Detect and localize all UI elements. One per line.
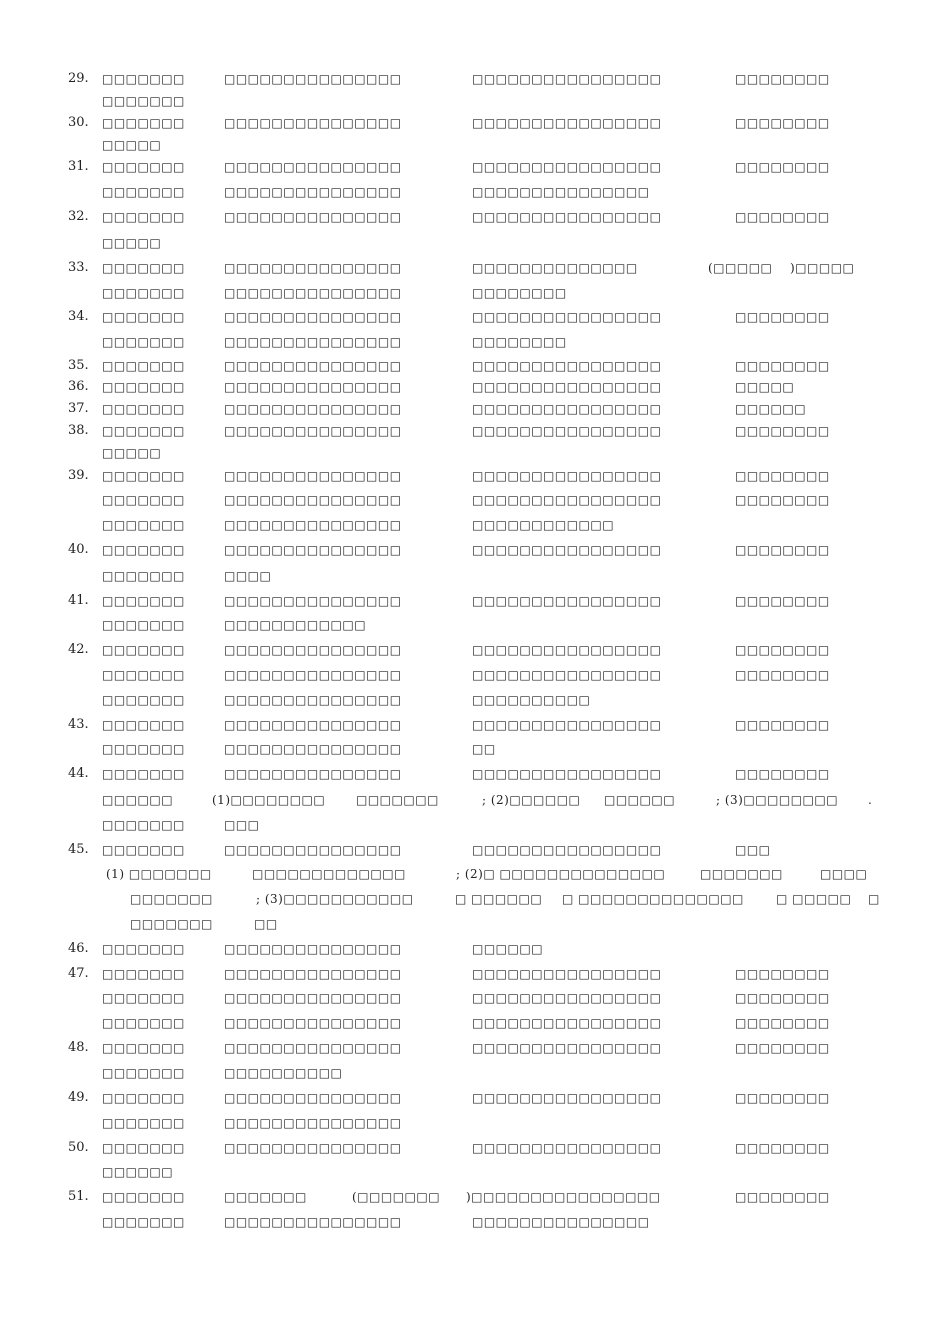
text-fragment: □□□□□□□: [102, 569, 185, 583]
item-number: 38.: [68, 423, 89, 438]
text-fragment: □□□□□□□□□□□□□□□: [224, 380, 402, 394]
item-number: 35.: [68, 358, 89, 373]
text-fragment: □□□□□□□□□□□□□□□□: [472, 643, 662, 657]
text-fragment: □□□□□□□□□□□□□□□: [224, 1091, 402, 1105]
text-fragment: □□□□□□□□□□□□□□□□: [472, 1141, 662, 1155]
text-fragment: □□□□□□□: [102, 991, 185, 1005]
text-fragment: □□□□□□□□□□□□□□: [472, 261, 638, 275]
text-fragment: □□□□□□: [102, 793, 174, 807]
text-fragment: ; (3)□□□□□□□□□□□: [256, 892, 414, 906]
item-number: 39.: [68, 468, 89, 483]
text-fragment: □□□□□□□□: [472, 286, 567, 300]
text-fragment: (□□□□□: [708, 261, 773, 275]
text-fragment: □□□□□□□□□□□□□□□: [224, 693, 402, 707]
item-number: 31.: [68, 159, 89, 174]
text-fragment: □□□□□□□: [102, 518, 185, 532]
text-fragment: □□□□□□□: [102, 335, 185, 349]
text-fragment: ; (2)□ □□□□□□□□□□□□□□: [456, 867, 666, 881]
text-fragment: □□□□□□: [472, 942, 544, 956]
text-fragment: □□□□□□□: [102, 402, 185, 416]
text-fragment: □□□□□□□□: [735, 1141, 830, 1155]
text-fragment: □□□□□□□□: [735, 594, 830, 608]
text-fragment: □□□□□□□: [224, 1190, 307, 1204]
text-fragment: □□□□□□: [102, 1165, 174, 1179]
text-fragment: □□□: [735, 843, 771, 857]
text-fragment: □□□□□□□: [102, 380, 185, 394]
text-fragment: □□□□□□□□□□□□□□□: [224, 402, 402, 416]
text-fragment: □□□□□□□□□□□□□□□: [224, 767, 402, 781]
text-fragment: □□□□□□□□□□□□□□□□: [472, 310, 662, 324]
text-fragment: □□: [472, 742, 496, 756]
text-fragment: □□□□□□□: [102, 618, 185, 632]
text-fragment: □□□□□□□□□□□□□□□: [224, 742, 402, 756]
text-fragment: □□□□□□□□□□□□□□□: [224, 1116, 402, 1130]
text-fragment: □□□□□□□□□□□□□□□□: [472, 843, 662, 857]
item-number: 37.: [68, 401, 89, 416]
text-fragment: □□□□□□□□□□□□□□□: [224, 310, 402, 324]
text-fragment: □□□□□□□: [102, 310, 185, 324]
text-fragment: □□□□□□□□□□□□: [472, 518, 615, 532]
text-fragment: □□□□: [224, 569, 272, 583]
item-number: 48.: [68, 1040, 89, 1055]
text-fragment: □□□□□: [102, 236, 162, 250]
text-fragment: □□□□□□□: [102, 668, 185, 682]
item-number: 47.: [68, 966, 89, 981]
text-fragment: □□□□□□□□□□□□□□□: [472, 1215, 650, 1229]
text-fragment: .: [868, 793, 873, 807]
item-number: 30.: [68, 115, 89, 130]
text-fragment: □□□□□□□: [102, 1141, 185, 1155]
text-fragment: □□□□□□□: [356, 793, 439, 807]
text-fragment: □□□□□□□□□□□□□□□: [224, 1041, 402, 1055]
text-fragment: □□□□□□□□□□□□□□□: [224, 1141, 402, 1155]
text-fragment: □□□□□□□: [102, 1091, 185, 1105]
text-fragment: ; (3)□□□□□□□□: [716, 793, 839, 807]
text-fragment: (□□□□□□□: [352, 1190, 441, 1204]
item-number: 36.: [68, 379, 89, 394]
text-fragment: □□□□□□□□□□□□□□□: [224, 967, 402, 981]
text-fragment: □□□□□□□: [102, 1215, 185, 1229]
text-fragment: □□□□□□□: [102, 543, 185, 557]
item-number: 33.: [68, 260, 89, 275]
text-fragment: □□□□□□□□: [735, 72, 830, 86]
text-fragment: □ □□□□□□: [455, 892, 543, 906]
text-fragment: □□□□□□□□: [735, 160, 830, 174]
text-fragment: □□□□□□□□: [735, 767, 830, 781]
text-fragment: □ □□□□□: [776, 892, 852, 906]
item-number: 41.: [68, 593, 89, 608]
text-fragment: □□□□□□□□: [735, 1190, 830, 1204]
text-fragment: □□□□□□□□□□□□□□□□: [472, 1041, 662, 1055]
text-fragment: □□□□□□□: [102, 843, 185, 857]
text-fragment: □□□□□□□: [102, 942, 185, 956]
text-fragment: □□□□□□□□□□□□□□□□: [472, 718, 662, 732]
text-fragment: □□□□□□□□□□□□□□□□: [472, 160, 662, 174]
text-fragment: □□□□□□□□□□□□□□□: [224, 493, 402, 507]
text-fragment: □□□□□□□□□□□□□□□□: [472, 668, 662, 682]
text-fragment: □□□□□□□□□□□□□□□□: [472, 493, 662, 507]
text-fragment: □□□□□□□□□□□□□□□: [224, 668, 402, 682]
text-fragment: )□□□□□□□□□□□□□□□□: [466, 1190, 661, 1204]
text-fragment: □□□□□□□: [102, 718, 185, 732]
text-fragment: (1)□□□□□□□□: [212, 793, 326, 807]
text-fragment: □□□□□□□□□□□□□□□□: [472, 72, 662, 86]
text-fragment: □□□□□□□□: [735, 643, 830, 657]
text-fragment: □□□□□□□: [102, 594, 185, 608]
text-fragment: □□□□□□□□□□□□□□□□: [472, 469, 662, 483]
text-fragment: □□□□□□□□□□□□□□□□: [472, 543, 662, 557]
text-fragment: □□□□□□□□□□□□□□□: [224, 160, 402, 174]
text-fragment: □□□□□□□□□□□□□□□: [224, 1215, 402, 1229]
text-fragment: □□□□□□□□□□□□□□□: [472, 185, 650, 199]
text-fragment: □□□□□□□: [102, 967, 185, 981]
text-fragment: □□□□□□□□□□□□□□□□: [472, 380, 662, 394]
text-fragment: □□□□□□□: [102, 116, 185, 130]
text-fragment: □□□□□□□: [102, 767, 185, 781]
text-fragment: □□□□□□□: [102, 261, 185, 275]
item-number: 43.: [68, 717, 89, 732]
text-fragment: □□□□□□□: [102, 160, 185, 174]
text-fragment: □□□□□□□: [102, 1066, 185, 1080]
text-fragment: □□: [254, 917, 278, 931]
text-fragment: □□□□□: [102, 446, 162, 460]
text-fragment: □□□□□□□□: [735, 1041, 830, 1055]
text-fragment: □□□□□□□□□□□□□□□: [224, 72, 402, 86]
text-fragment: □□□□□□□□□□□□□□□: [224, 116, 402, 130]
text-fragment: □□□□□□□□: [735, 116, 830, 130]
text-fragment: □□□□□□□□□□□□□□□: [224, 643, 402, 657]
item-number: 32.: [68, 209, 89, 224]
text-fragment: □□□□□: [102, 138, 162, 152]
text-fragment: □□□□□□□: [102, 424, 185, 438]
text-fragment: □□□□□□□: [130, 892, 213, 906]
text-fragment: □□□□□□□□□□□□□: [252, 867, 406, 881]
text-fragment: □□□□□□□□□□□□□□□: [224, 261, 402, 275]
text-fragment: □□□□□□□□□□□□□□□□: [472, 210, 662, 224]
text-fragment: □□□□□□: [735, 402, 807, 416]
text-fragment: □□□□□□□□□□□□□□□□: [472, 1091, 662, 1105]
text-fragment: □□□□□□□: [102, 1016, 185, 1030]
text-fragment: □□□□□□□□: [735, 718, 830, 732]
text-fragment: □□□□□□□□: [735, 469, 830, 483]
text-fragment: □□□□□□□□□□□□□□□□: [472, 991, 662, 1005]
text-fragment: □□□□□□□: [102, 1116, 185, 1130]
text-fragment: □□□□□□□□□□□□□□□: [224, 543, 402, 557]
item-number: 51.: [68, 1189, 89, 1204]
text-fragment: □□□□□□□: [102, 72, 185, 86]
text-fragment: □□□□□□□: [102, 359, 185, 373]
text-fragment: □□□□□□□□□□□□□□□: [224, 469, 402, 483]
item-number: 45.: [68, 842, 89, 857]
text-fragment: □□□□□□□□: [735, 493, 830, 507]
text-fragment: □□□□□: [735, 380, 795, 394]
item-number: 42.: [68, 642, 89, 657]
item-number: 49.: [68, 1090, 89, 1105]
text-fragment: □□□□□□□□□□□□□□□: [224, 991, 402, 1005]
text-fragment: □□□□□□□□: [735, 668, 830, 682]
item-number: 44.: [68, 766, 89, 781]
text-fragment: □□□□□□□□: [735, 1016, 830, 1030]
text-fragment: □□□□□□□: [102, 469, 185, 483]
text-fragment: □□□□□□□□□□□□□□□□: [472, 424, 662, 438]
text-fragment: □□□□□□□□□□□□□□□□: [472, 1016, 662, 1030]
text-fragment: □□□□□□□□□□□□□□□: [224, 185, 402, 199]
text-fragment: □□□□□□□□□□□□□□□□: [472, 967, 662, 981]
item-number: 29.: [68, 71, 89, 86]
text-fragment: □ □□□□□□□□□□□□□□: [562, 892, 744, 906]
text-fragment: □□□□□□□□□□□□□□□: [224, 594, 402, 608]
text-fragment: □□□□□□□□□□□□□□□: [224, 286, 402, 300]
text-fragment: □□□□□□□□□□□□□□□: [224, 424, 402, 438]
text-fragment: □□□□□□□□□□□□□□□□: [472, 402, 662, 416]
text-fragment: □□□□□□□: [102, 643, 185, 657]
text-fragment: □□□□□□□: [102, 94, 185, 108]
text-fragment: □□□□□□□□□□□□□□□: [224, 210, 402, 224]
text-fragment: □□□□□□□□: [735, 210, 830, 224]
text-fragment: □□□□□□□□□□: [472, 693, 591, 707]
text-fragment: □□□□□□□: [102, 286, 185, 300]
item-number: 46.: [68, 941, 89, 956]
text-fragment: □□□□□□□□□□□□□□□: [224, 335, 402, 349]
text-fragment: □□□□□□□: [102, 210, 185, 224]
text-fragment: □□□□□□□: [102, 1190, 185, 1204]
text-fragment: ; (2)□□□□□□: [482, 793, 581, 807]
item-number: 50.: [68, 1140, 89, 1155]
text-fragment: □□□□: [820, 867, 868, 881]
text-fragment: □□□□□□□□□□□□□□□: [224, 1016, 402, 1030]
text-fragment: □: [868, 892, 880, 906]
text-fragment: □□□□□□□□□□□□□□□: [224, 843, 402, 857]
text-fragment: □□□□□□□: [102, 742, 185, 756]
text-fragment: □□□□□□□: [102, 818, 185, 832]
text-fragment: (1) □□□□□□□: [106, 867, 212, 881]
text-fragment: □□□□□□□: [130, 917, 213, 931]
text-fragment: □□□□□□□□: [735, 967, 830, 981]
text-fragment: )□□□□□: [790, 261, 855, 275]
text-fragment: □□□□□□□: [102, 493, 185, 507]
text-fragment: □□□□□□□: [102, 185, 185, 199]
text-fragment: □□□: [224, 818, 260, 832]
text-fragment: □□□□□□□□□□: [224, 1066, 343, 1080]
text-fragment: □□□□□□□□□□□□□□□: [224, 942, 402, 956]
text-fragment: □□□□□□□□□□□□□□□□: [472, 594, 662, 608]
text-fragment: □□□□□□□□□□□□□□□: [224, 718, 402, 732]
text-fragment: □□□□□□□□□□□□□□□□: [472, 116, 662, 130]
text-fragment: □□□□□□: [604, 793, 676, 807]
text-fragment: □□□□□□□□□□□□□□□□: [472, 767, 662, 781]
text-fragment: □□□□□□□□: [735, 310, 830, 324]
text-fragment: □□□□□□□: [700, 867, 783, 881]
text-fragment: □□□□□□□: [102, 693, 185, 707]
item-number: 40.: [68, 542, 89, 557]
text-fragment: □□□□□□□□: [472, 335, 567, 349]
text-fragment: □□□□□□□□□□□□: [224, 618, 367, 632]
text-fragment: □□□□□□□□: [735, 359, 830, 373]
text-fragment: □□□□□□□□: [735, 1091, 830, 1105]
text-fragment: □□□□□□□: [102, 1041, 185, 1055]
text-fragment: □□□□□□□□□□□□□□□□: [472, 359, 662, 373]
text-fragment: □□□□□□□□: [735, 991, 830, 1005]
text-fragment: □□□□□□□□□□□□□□□: [224, 359, 402, 373]
text-fragment: □□□□□□□□: [735, 424, 830, 438]
text-fragment: □□□□□□□□: [735, 543, 830, 557]
text-fragment: □□□□□□□□□□□□□□□: [224, 518, 402, 532]
item-number: 34.: [68, 309, 89, 324]
